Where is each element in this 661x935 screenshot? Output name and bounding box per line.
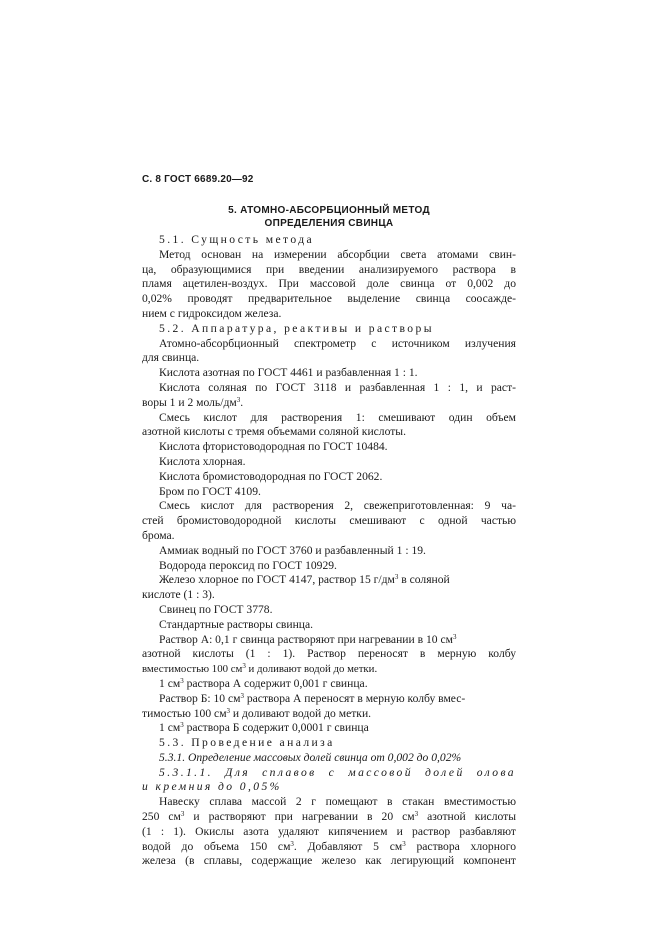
paragraph-line: Смесь кислот для растворения 1: смешивают один объем bbox=[159, 410, 516, 424]
paragraph-line: воры 1 и 2 моль/$дм^3$. bbox=[142, 395, 244, 409]
paragraph-line: Свинец по ГОСТ 3778. bbox=[159, 602, 273, 616]
subsection-5-2-title: 5.2. Аппаратура, реактивы и растворы bbox=[159, 321, 434, 335]
paragraph-line: 0,02% проводят предварительное выделение свинца соосажде- bbox=[142, 292, 516, 306]
paragraph-line bbox=[142, 662, 516, 677]
paragraph-line: азотной кислоты (1 : 1). Раствор переносят в мерную колбу bbox=[142, 647, 516, 661]
text-fragment: и растворяют при нагревании в 20 см bbox=[184, 810, 415, 824]
paragraph-line: Бром по ГОСТ 4109. bbox=[159, 484, 261, 498]
document-body bbox=[142, 233, 516, 869]
paragraph-line: Метод основан на измерении абсорбции света атомами свин- bbox=[159, 247, 516, 261]
paragraph-line: стей бромистоводородной кислоты смешивают с одной частью bbox=[142, 514, 516, 528]
superscript: 3 bbox=[180, 676, 184, 685]
subsection-5-1-title: 5.1. Сущность метода bbox=[159, 233, 315, 246]
paragraph-line bbox=[142, 633, 516, 648]
paragraph-line: брома. bbox=[142, 528, 175, 542]
paragraph-line: Смесь кислот для растворения 2, свежеприготовленная: 9 ча- bbox=[159, 499, 516, 513]
text-fragment: тимостью 100 см bbox=[142, 706, 227, 720]
section-title-line-2: ОПРЕДЕЛЕНИЯ СВИНЦА bbox=[264, 218, 394, 229]
paragraph-line: Кислота соляная по ГОСТ 3118 и разбавленная 1 : 1, и раст- bbox=[159, 380, 516, 394]
text-fragment: раствора Б содержит 0,0001 г свинца bbox=[183, 721, 369, 735]
text-fragment: и доливают водой до метки. bbox=[245, 663, 378, 676]
paragraph-line bbox=[142, 810, 516, 825]
paragraph-line: Аммиак водный по ГОСТ 3760 и разбавленный 1 : 19. bbox=[159, 543, 426, 557]
paragraph-line: Кислота азотная по ГОСТ 4461 и разбавленная 1 : 1. bbox=[159, 366, 418, 380]
text-fragment: Раствор А: 0,1 г свинца растворяют при нагревании в 10 см bbox=[159, 632, 453, 646]
subsection-5-3-1-1-title-cont: и кремния до 0,05% bbox=[142, 780, 282, 794]
text-fragment: и доливают водой до метки. bbox=[230, 706, 372, 720]
superscript: 3 bbox=[402, 839, 406, 848]
text-fragment: 250 см bbox=[142, 810, 181, 824]
paragraph-line: пламя ацетилен-воздух. При массовой доле свинца от 0,002 до bbox=[142, 277, 516, 291]
text-fragment: в соляной bbox=[398, 573, 450, 587]
superscript: 3 bbox=[240, 691, 244, 700]
paragraph-line: для свинца. bbox=[142, 351, 200, 365]
superscript: 3 bbox=[452, 632, 457, 641]
superscript: 3 bbox=[180, 810, 185, 819]
text-fragment: раствора хлорного bbox=[405, 839, 516, 853]
paragraph-line: железа (в сплавы, содержащие железо как легирующий компонент bbox=[142, 854, 516, 868]
text-fragment: воры 1 и 2 моль/дм bbox=[142, 395, 237, 409]
paragraph-line: кислоте (1 : 3). bbox=[142, 588, 215, 602]
paragraph-line bbox=[142, 573, 516, 588]
paragraph-line: ца, образующимися при введении анализируемого раствора в bbox=[142, 262, 516, 276]
superscript: 3 bbox=[226, 706, 231, 715]
superscript: 3 bbox=[394, 573, 399, 582]
paragraph-line: (1 : 1). Окислы азота удаляют кипячением и раствор разбавляют bbox=[142, 824, 516, 838]
superscript: 3 bbox=[236, 395, 241, 404]
paragraph-line bbox=[142, 707, 516, 722]
section-title-line-1: 5. АТОМНО-АБСОРБЦИОННЫЙ МЕТОД bbox=[228, 205, 430, 216]
text-fragment: Железо хлорное по ГОСТ 4147, раствор 15 г/дм bbox=[159, 573, 395, 587]
paragraph-line bbox=[142, 677, 516, 692]
page-header: С. 8 ГОСТ 6689.20—92 bbox=[142, 174, 254, 185]
paragraph-line: нием с гидроксидом железа. bbox=[142, 306, 282, 320]
paragraph-line: Кислота бромистоводородная по ГОСТ 2062. bbox=[159, 469, 383, 483]
paragraph-line bbox=[142, 721, 516, 736]
text-fragment: 1 см bbox=[159, 676, 181, 690]
subsection-5-3-1-title: 5.3.1. Определение массовых долей свинца от 0,002 до 0,02% bbox=[159, 750, 462, 764]
paragraph-line: Атомно-абсорбционный спектрометр с источником излучения bbox=[159, 336, 516, 350]
text-fragment: вместимостью 100 см bbox=[142, 663, 243, 676]
text-fragment: раствора А содержит 0,001 г свинца. bbox=[183, 676, 368, 690]
text-fragment: раствора А переносят в мерную колбу вмес- bbox=[243, 691, 466, 705]
subsection-5-3-1-1-title: 5.3.1.1. Для сплавов с массовой долей олова bbox=[159, 765, 516, 779]
text-fragment: 1 см bbox=[159, 721, 181, 735]
text-fragment: . Добавляют 5 см bbox=[293, 839, 403, 853]
superscript: 3 bbox=[290, 839, 294, 848]
superscript: 3 bbox=[242, 662, 246, 671]
paragraph-line: Водорода пероксид по ГОСТ 10929. bbox=[159, 558, 337, 572]
paragraph-line: азотной кислоты с тремя объемами соляной кислоты. bbox=[142, 425, 406, 439]
paragraph-line bbox=[142, 840, 516, 855]
section-title bbox=[142, 204, 516, 230]
paragraph-line: Навеску сплава массой 2 г помещают в стакан вместимостью bbox=[159, 795, 516, 809]
text-fragment: водой до объема 150 см bbox=[142, 839, 291, 853]
superscript: 3 bbox=[414, 810, 419, 819]
superscript: 3 bbox=[180, 721, 184, 730]
text-fragment: азотной кислоты bbox=[418, 810, 516, 824]
paragraph-line: Стандартные растворы свинца. bbox=[159, 617, 314, 631]
paragraph-line: Кислота фтористоводородная по ГОСТ 10484. bbox=[159, 440, 388, 454]
paragraph-line: Кислота хлорная. bbox=[159, 454, 246, 468]
subsection-5-3-title: 5.3. Проведение анализа bbox=[159, 736, 335, 750]
text-fragment: Раствор Б: 10 см bbox=[159, 691, 241, 705]
paragraph-line bbox=[142, 692, 516, 707]
